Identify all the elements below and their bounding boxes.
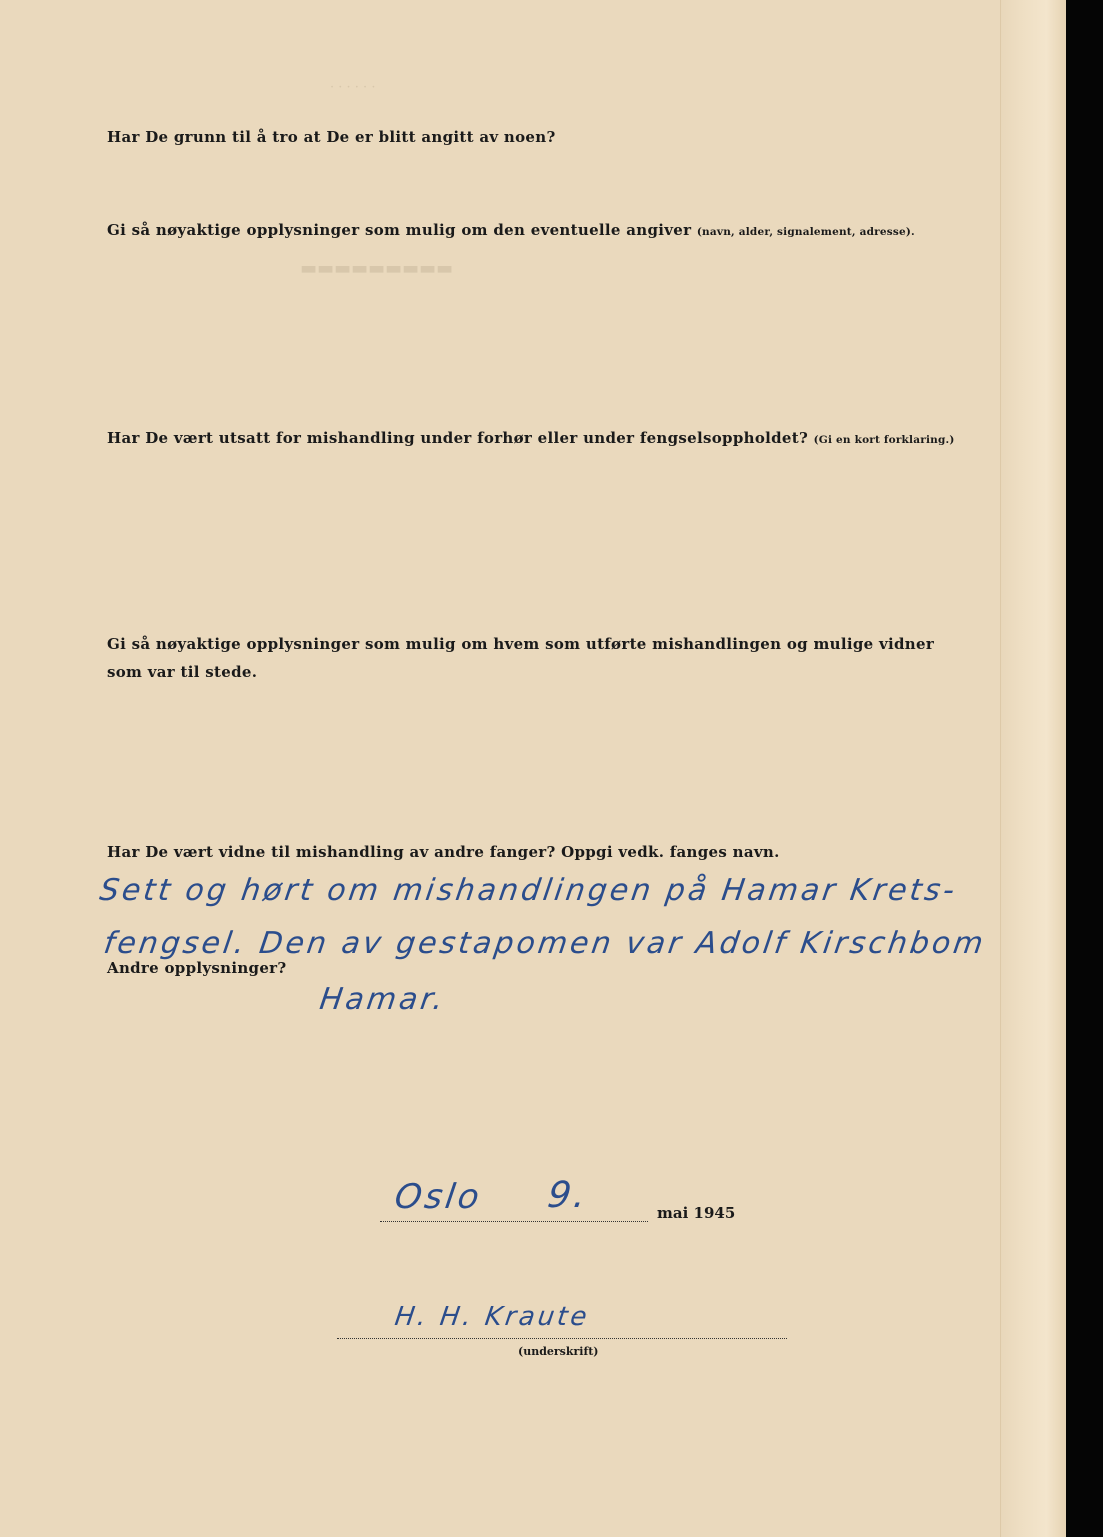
question-other-info: Andre opplysninger? bbox=[107, 959, 287, 977]
question-note: (Gi en kort forklaring.) bbox=[813, 434, 955, 446]
question-informer-details bbox=[107, 216, 915, 246]
page-edge bbox=[1000, 0, 1066, 1537]
signature: H. H. Kraute bbox=[392, 1302, 592, 1332]
handwritten-date-place: Oslo bbox=[392, 1177, 485, 1217]
bleed-through-mark: · · · · · · bbox=[330, 80, 376, 95]
signature-label: (underskrift) bbox=[518, 1345, 599, 1358]
handwritten-answer-line1: Sett og hørt om mishandlingen på Hamar Krets- bbox=[97, 873, 960, 908]
date-printed: mai 1945 bbox=[657, 1204, 736, 1222]
date-line bbox=[380, 1221, 648, 1222]
question-text: Har De vært utsatt for mishandling under forhør eller under fengselsoppholdet? bbox=[107, 429, 809, 447]
handwritten-answer-line2: fengsel. Den av gestapomen var Adolf Kirschbom bbox=[101, 926, 989, 961]
handwritten-answer-line3: Hamar. bbox=[317, 982, 449, 1017]
bleed-through-mark: ▬▬▬▬▬▬▬▬▬ bbox=[300, 258, 454, 279]
question-informer: Har De grunn til å tro at De er blitt angitt av noen? bbox=[107, 128, 556, 146]
question-note: (navn, alder, signalement, adresse). bbox=[696, 226, 915, 238]
question-text: Gi så nøyaktige opplysninger som mulig om den eventuelle angiver bbox=[107, 221, 692, 239]
question-perpetrators: Gi så nøyaktige opplysninger som mulig om hvem som utførte mishandlingen og mulige vidner bbox=[107, 635, 935, 653]
handwritten-date-day: 9. bbox=[545, 1175, 592, 1216]
question-perpetrators-cont: som var til stede. bbox=[107, 663, 258, 681]
signature-line bbox=[337, 1338, 787, 1339]
question-mistreatment bbox=[107, 424, 955, 454]
question-witness: Har De vært vidne til mishandling av andre fanger? Oppgi vedk. fanges navn. bbox=[107, 843, 780, 861]
